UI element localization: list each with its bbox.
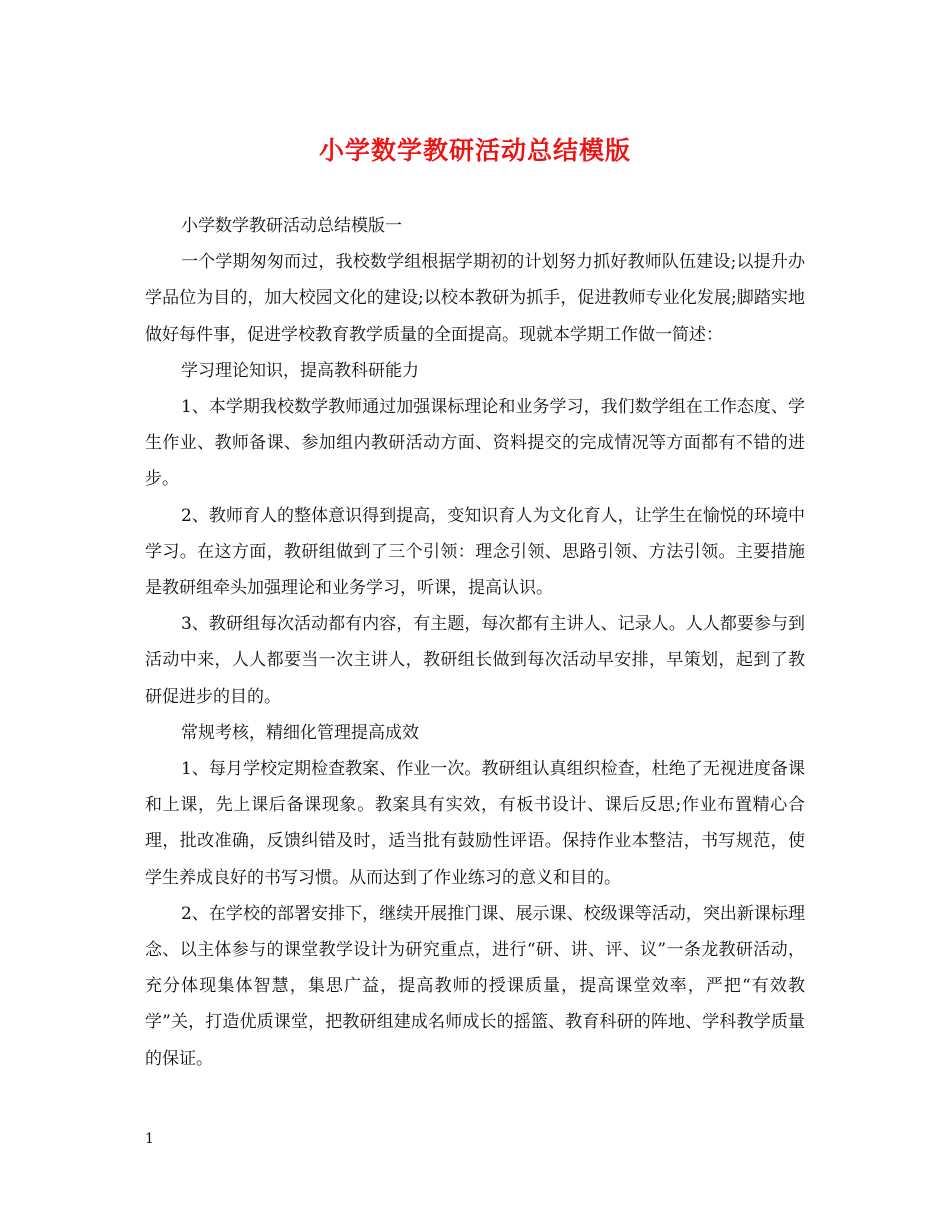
document-body [145, 208, 805, 1077]
body-paragraph: 2、在学校的部署安排下，继续开展推门课、展示课、校级课等活动，突出新课标理念、以主体参与的课堂教学设计为研究重点，进行“研、讲、评、议”一条龙教研活动，充分体现集体智慧，集思广益，提高教师的授课质量，提高课堂效率，严把“有效教学”关，打造优质课堂，把教研组建成名师成长的摇篮、教育科研的阵地、学科教学质量的保证。 [145, 903, 805, 1069]
section-heading: 常规考核，精细化管理提高成效 [181, 722, 419, 743]
page-number: 1 [145, 1131, 154, 1147]
intro-paragraph: 一个学期匆匆而过，我校数学组根据学期初的计划努力抓好教师队伍建设;以提升办学品位为目的，加大校园文化的建设;以校本教研为抓手，促进教师专业化发展;脚踏实地做好每件事，促进学校教育教学质量的全面提高。现就本学期工作做一简述： [145, 252, 805, 345]
section-heading: 小学数学教研活动总结模版一 [181, 216, 402, 236]
body-paragraph: 1、本学期我校数学教师通过加强课标理论和业务学习，我们数学组在工作态度、学生作业、教师备课、参加组内教研活动方面、资料提交的完成情况等方面都有不错的进步。 [145, 397, 805, 490]
document-title: 小学数学教研活动总结模版 [318, 136, 631, 165]
body-paragraph: 1、每月学校定期检查教案、作业一次。教研组认真组织检查，杜绝了无视进度备课和上课，先上课后备课现象。教案具有实效，有板书设计、课后反思;作业布置精心合理，批改准确，反馈纠错及时，适当批有鼓励性评语。保持作业本整洁，书写规范，使学生养成良好的书写习惯。从而达到了作业练习的意义和目的。 [145, 759, 805, 888]
section-heading: 学习理论知识，提高教科研能力 [181, 360, 419, 381]
body-paragraph: 3、教研组每次活动都有内容，有主题，每次都有主讲人、记录人。人人都要参与到活动中来，人人都要当一次主讲人，教研组长做到每次活动早安排，早策划，起到了教研促进步的目的。 [145, 614, 805, 707]
body-paragraph: 2、教师育人的整体意识得到提高，变知识育人为文化育人，让学生在愉悦的环境中学习。在这方面，教研组做到了三个引领：理念引领、思路引领、方法引领。主要措施是教研组牵头加强理论和业务学习，听课，提高认识。 [145, 505, 805, 599]
